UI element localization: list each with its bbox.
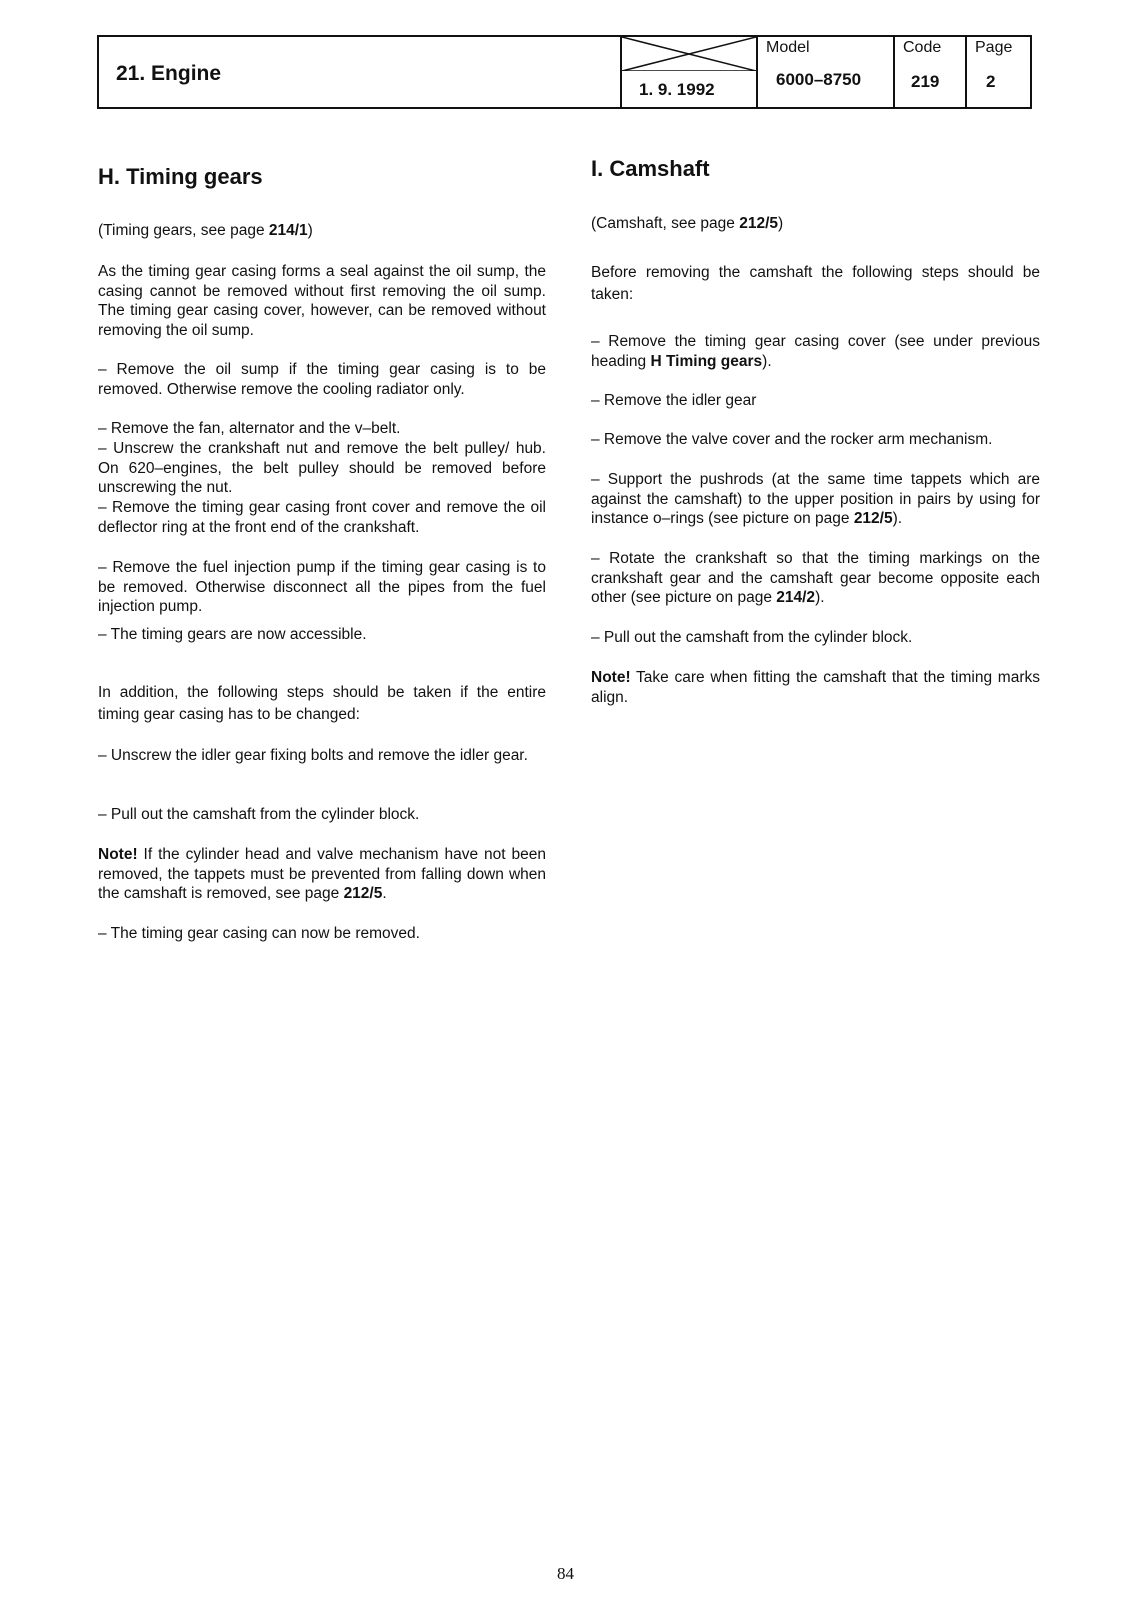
timing-gears-reference: (Timing gears, see page 214/1) (98, 222, 313, 239)
step-remove-valve-cover: – Remove the valve cover and the rocker arm mechanism. (591, 431, 993, 448)
code-value: 219 (911, 72, 940, 91)
code-cell (893, 37, 967, 107)
step-unscrew-crankshaft-nut: – Unscrew the crankshaft nut and remove the belt pulley/ hub. On 620–engines, the belt pulley should be removed before unscrewing the nut. (98, 440, 546, 497)
date-value: 1. 9. 1992 (639, 80, 715, 99)
step-rotate-crankshaft: – Rotate the crankshaft so that the timing markings on the crankshaft gear and the camshaft gear become opposite each other (see picture on page 214/2). (591, 550, 1040, 607)
page-cell (965, 37, 1032, 107)
step-remove-fan: – Remove the fan, alternator and the v–belt. (98, 420, 401, 437)
step-pull-out-camshaft: – Pull out the camshaft from the cylinder block. (98, 806, 420, 823)
camshaft-intro: Before removing the camshaft the following steps should be taken: (591, 264, 1040, 303)
timing-gears-intro: As the timing gear casing forms a seal against the oil sump, the casing cannot be removed without first removing the oil sump. The timing gear casing cover, however, can be removed without removing the oil sump. (98, 263, 546, 339)
step-remove-front-cover: – Remove the timing gear casing front cover and remove the oil deflector ring at the front end of the crankshaft. (98, 499, 546, 536)
note-tappets: Note! If the cylinder head and valve mechanism have not been removed, the tappets must be prevented from falling down when the camshaft is removed, see page 212/5. (98, 846, 546, 903)
code-label: Code (903, 39, 942, 56)
step-pull-camshaft: – Pull out the camshaft from the cylinder block. (591, 629, 913, 646)
cross-out-icon (622, 37, 756, 71)
step-support-pushrods: – Support the pushrods (at the same time tappets which are against the camshaft) to the upper position in pairs by using for instance o–rings (see picture on page 212/5). (591, 471, 1040, 528)
page-label: Page (975, 39, 1013, 56)
step-remove-sump: – Remove the oil sump if the timing gear casing is to be removed. Otherwise remove the cooling radiator only. (98, 361, 546, 398)
heading-timing-gears: H. Timing gears (98, 164, 263, 189)
step-remove-idler-gear: – Remove the idler gear (591, 392, 757, 409)
header-box (97, 35, 1032, 109)
step-casing-removed: – The timing gear casing can now be removed. (98, 925, 420, 942)
step-remove-casing-cover: – Remove the timing gear casing cover (see under previous heading H Timing gears). (591, 333, 1040, 370)
model-label: Model (766, 39, 810, 56)
date-cell (620, 37, 758, 107)
model-cell (756, 37, 895, 107)
note-timing-marks: Note! Take care when fitting the camshaft that the timing marks align. (591, 669, 1040, 706)
section-title: 21. Engine (116, 62, 222, 85)
model-value: 6000–8750 (776, 70, 862, 89)
page-number: 84 (557, 1564, 574, 1583)
step-gears-accessible: – The timing gears are now accessible. (98, 626, 367, 643)
step-remove-injection-pump: – Remove the fuel injection pump if the timing gear casing is to be removed. Otherwise disconnect all the pipes from the fuel injection pump. (98, 559, 546, 616)
additional-steps-intro: In addition, the following steps should be taken if the entire timing gear casing has to be changed: (98, 684, 546, 723)
step-unscrew-idler-gear: – Unscrew the idler gear fixing bolts and remove the idler gear. (98, 747, 528, 764)
page-value: 2 (986, 72, 996, 91)
heading-camshaft: I. Camshaft (591, 156, 710, 181)
camshaft-reference: (Camshaft, see page 212/5) (591, 215, 784, 232)
